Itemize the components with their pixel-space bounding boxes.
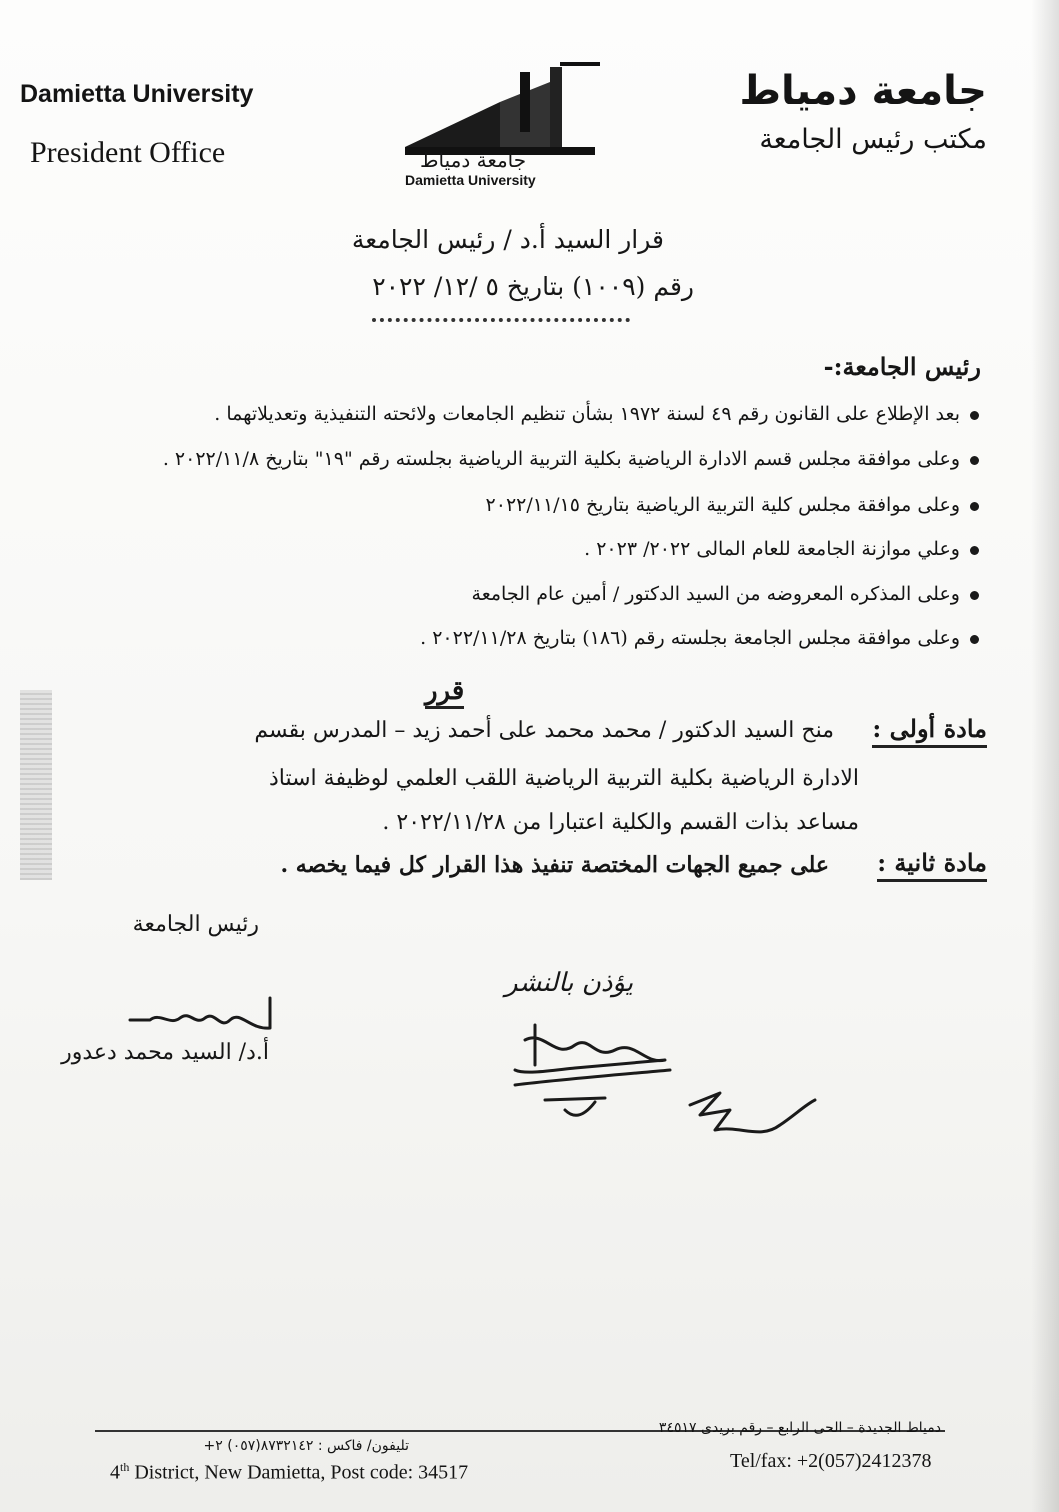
footer-arabic-phone: تليفون/ فاكس : ٨٧٣٢١٤٢(٠٥٧) ٢+: [203, 1438, 409, 1454]
signatory-name: أ.د/ السيد محمد دعدور: [61, 1040, 269, 1065]
english-office-name: President Office: [30, 136, 226, 169]
initials-scribble-icon: [680, 1085, 820, 1155]
arabic-university-name: جامعة دمياط: [739, 68, 987, 114]
logo-english-text: Damietta University: [405, 172, 536, 188]
decision-title: قرار السيد أ.د / رئيس الجامعة: [351, 225, 664, 254]
bullet-icon: [970, 591, 979, 600]
preamble-item: وعلى موافقة مجلس قسم الادارة الرياضية بكلية التربية الرياضية بجلسته رقم "١٩" بتاريخ ٢٠٢٢/١١/٨ .: [163, 448, 979, 470]
preamble-item: وعلى موافقة مجلس كلية التربية الرياضية بتاريخ ٢٠٢٢/١١/١٥: [486, 494, 979, 516]
decision-number-date: رقم (١٠٠٩) بتاريخ ٥ /١٢/ ٢٠٢٢: [372, 272, 694, 301]
english-university-name: Damietta University: [20, 80, 254, 108]
dotted-separator: [372, 318, 630, 322]
article-one-label: مادة أولى :: [872, 714, 987, 748]
footer-english-telfax: Tel/fax: +2(057)2412378: [730, 1450, 932, 1472]
decided-label: قرر: [425, 676, 464, 709]
arabic-office-name: مكتب رئيس الجامعة: [759, 124, 987, 155]
page-edge-shadow: [1031, 0, 1059, 1512]
preamble-item: وعلي موازنة الجامعة للعام المالى ٢٠٢٢/ ٢٠٢٣ .: [584, 538, 979, 560]
article-two-text: على جميع الجهات المختصة تنفيذ هذا القرار كل فيما يخصه .: [280, 852, 829, 878]
university-logo: [400, 62, 605, 192]
footer-arabic-address: دمياط الجديدة – الحى الرابع – رقم بريدى ٣٤٥١٧: [658, 1420, 941, 1436]
signatory-title: رئيس الجامعة: [132, 912, 259, 937]
preamble-item: وعلى المذكره المعروضه من السيد الدكتور / أمين عام الجامعة: [472, 583, 979, 605]
handwritten-approval-note: يؤذن بالنشر: [505, 968, 634, 998]
president-signature-icon: [120, 990, 280, 1040]
bullet-icon: [970, 635, 979, 644]
bullet-icon: [970, 502, 979, 511]
footer-english-address: 4th District, New Damietta, Post code: 34517: [110, 1460, 469, 1484]
bullet-icon: [970, 411, 979, 420]
bullet-icon: [970, 456, 979, 465]
article-one-line: الادارة الرياضية بكلية التربية الرياضية اللقب العلمي لوظيفة استاذ: [268, 766, 859, 791]
binding-strip: [20, 690, 52, 880]
article-two-label: مادة ثانية :: [877, 848, 987, 882]
bullet-icon: [970, 546, 979, 555]
preamble-item: وعلى موافقة مجلس الجامعة بجلسته رقم (١٨٦) بتاريخ ٢٠٢٢/١١/٢٨ .: [420, 627, 979, 649]
approval-signature-icon: [495, 1020, 695, 1130]
logo-emblem-icon: [400, 62, 605, 162]
article-one-line: منح السيد الدكتور / محمد محمد على أحمد زيد – المدرس بقسم: [254, 718, 834, 743]
logo-arabic-text: جامعة دمياط: [420, 148, 527, 172]
preamble-item: بعد الإطلاع على القانون رقم ٤٩ لسنة ١٩٧٢ بشأن تنظيم الجامعات ولائحته التنفيذية وتعديلاتهما .: [214, 403, 979, 425]
article-one-line: مساعد بذات القسم والكلية اعتبارا من ٢٠٢٢/١١/٢٨ .: [382, 810, 859, 835]
preamble-heading: رئيس الجامعة:-: [823, 352, 981, 381]
